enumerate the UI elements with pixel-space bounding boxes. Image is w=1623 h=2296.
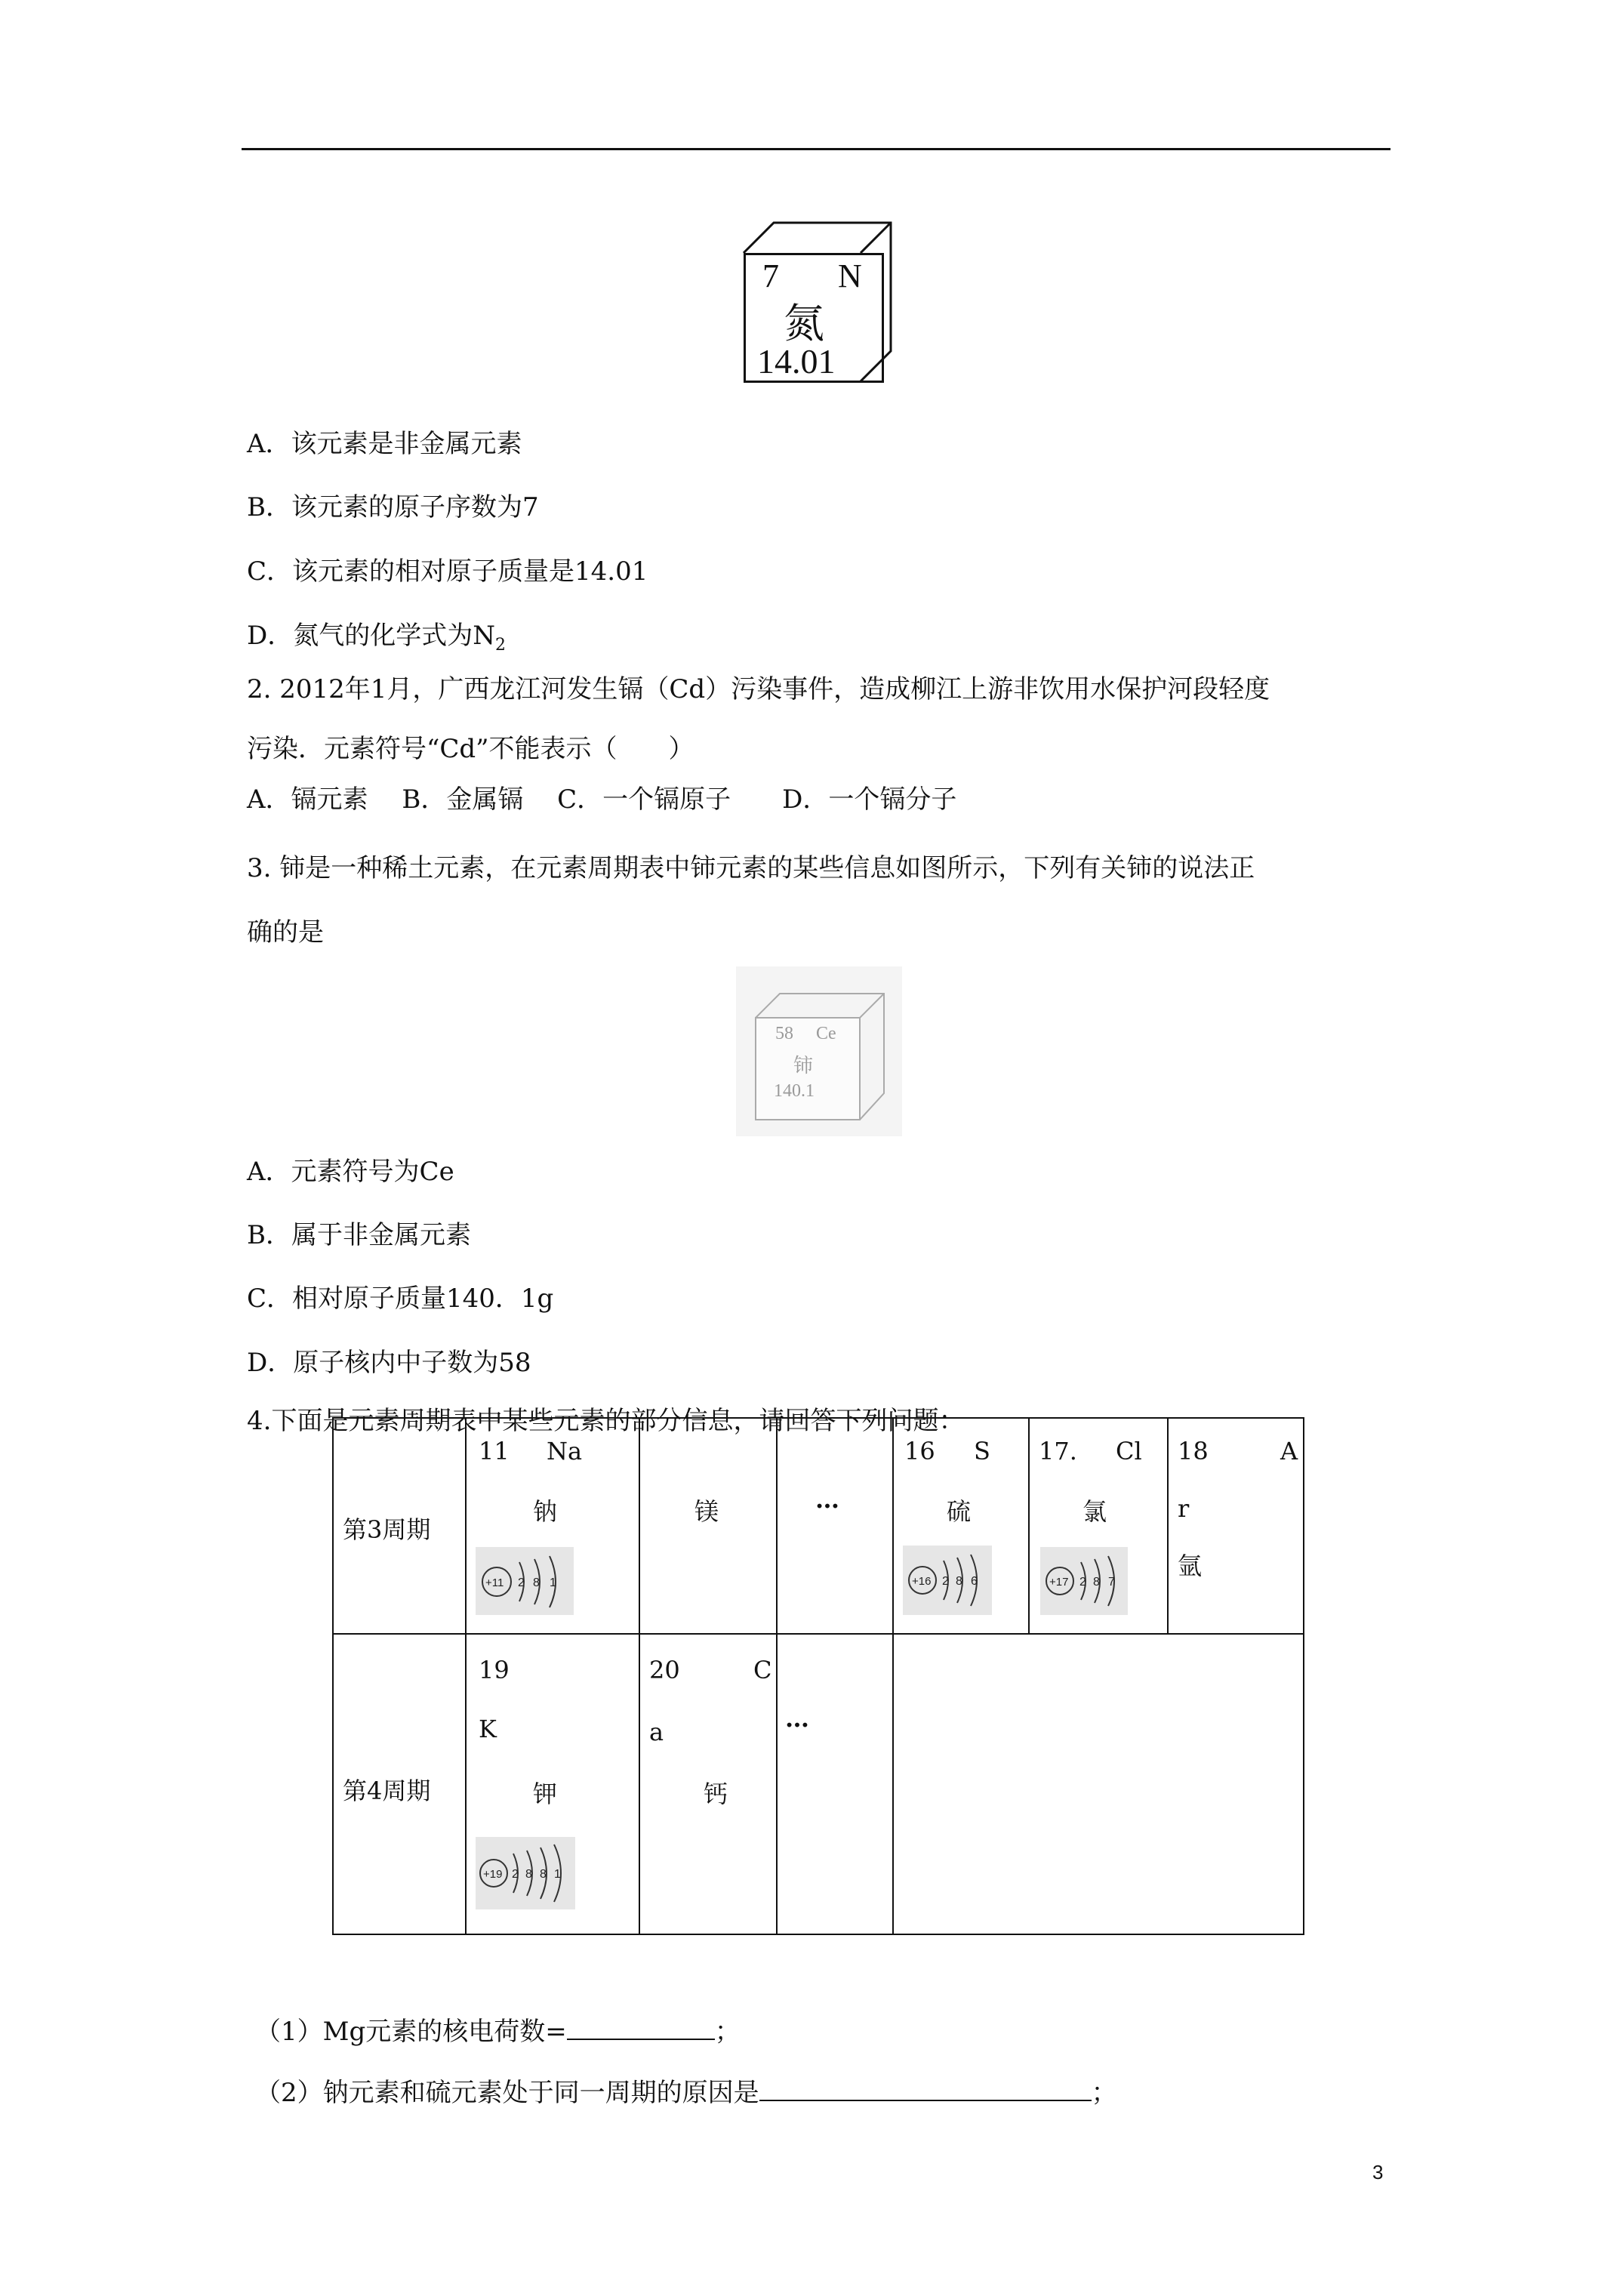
element-symbol: N	[838, 257, 862, 294]
atomic-number: 17.	[1039, 1437, 1077, 1465]
magnesium-cell	[639, 1418, 777, 1634]
q4-intro: 4.下面是元素周期表中某些元素的部分信息，请回答下列问题：	[247, 1406, 965, 1436]
svg-text:8: 8	[1093, 1576, 1100, 1589]
potassium-cell	[466, 1634, 639, 1934]
empty-cell	[893, 1634, 1304, 1934]
period4-label: 第4周期	[343, 1777, 431, 1805]
q4-sub1-end: ；	[714, 2017, 741, 2047]
header-rule	[242, 148, 1390, 150]
q4-sub2-end: ；	[1091, 2078, 1117, 2108]
cerium-element-card	[736, 966, 902, 1136]
q4-sub2-text: （2）钠元素和硫元素处于同一周期的原因是	[255, 2078, 759, 2108]
element-name: 硫	[947, 1497, 972, 1526]
atomic-structure-diagram	[903, 1546, 992, 1615]
periodic-table-excerpt	[332, 1417, 1304, 1935]
calcium-cell	[639, 1634, 777, 1934]
period4-label-cell	[333, 1634, 466, 1934]
q1-option-b: B．该元素的原子序数为7	[247, 492, 539, 522]
ellipsis: …	[815, 1485, 839, 1514]
svg-text:2: 2	[518, 1576, 525, 1589]
atomic-number: 7	[762, 257, 779, 294]
svg-text:8: 8	[533, 1576, 540, 1589]
element-symbol: Na	[547, 1437, 583, 1465]
atomic-structure-diagram	[1040, 1547, 1128, 1615]
period4-row	[333, 1634, 1304, 1934]
q3-option-a: A．元素符号为Ce	[247, 1157, 454, 1187]
atomic-number: 20	[649, 1656, 680, 1684]
svg-text:8: 8	[956, 1575, 962, 1588]
q1-option-c: C．该元素的相对原子质量是14.01	[247, 556, 648, 587]
element-symbol-part: a	[649, 1718, 664, 1746]
atomic-number: 18	[1178, 1437, 1209, 1465]
svg-text:+11: +11	[485, 1576, 504, 1589]
svg-text:+17: +17	[1049, 1576, 1069, 1589]
svg-text:8: 8	[525, 1868, 532, 1881]
ellipsis-cell	[777, 1418, 893, 1634]
q3-line2: 确的是	[247, 917, 324, 948]
svg-text:6: 6	[971, 1575, 978, 1588]
svg-text:7: 7	[1108, 1576, 1115, 1589]
element-symbol-part: A	[1280, 1437, 1298, 1465]
svg-text:2: 2	[512, 1868, 519, 1881]
subscript: 2	[495, 635, 507, 655]
q3-line1: 3. 铈是一种稀土元素，在元素周期表中铈元素的某些信息如图所示，下列有关铈的说法正	[247, 853, 1255, 883]
atomic-number: 16	[904, 1437, 935, 1465]
element-name: 铈	[793, 1055, 814, 1077]
q4-sub1-text: （1）Mg元素的核电荷数=	[255, 2017, 567, 2047]
atomic-number: 19	[479, 1656, 510, 1684]
svg-text:2: 2	[942, 1575, 949, 1588]
period3-label-cell	[333, 1418, 466, 1634]
argon-cell	[1168, 1418, 1304, 1634]
element-name: 镁	[694, 1497, 719, 1526]
sulfur-cell	[893, 1418, 1029, 1634]
ellipsis: …	[785, 1704, 809, 1733]
element-symbol: Ce	[816, 1024, 836, 1043]
q4-sub1	[255, 2016, 741, 2047]
element-name: 氩	[1178, 1552, 1203, 1580]
q1-option-d	[247, 621, 506, 661]
element-symbol: K	[479, 1715, 497, 1743]
q1-option-d-text: D．氮气的化学式为N	[247, 621, 496, 651]
atomic-mass: 14.01	[757, 342, 836, 381]
answer-blank[interactable]	[759, 2077, 1092, 2101]
answer-blank[interactable]	[567, 2016, 715, 2040]
svg-text:8: 8	[540, 1868, 547, 1881]
ellipsis-cell	[777, 1634, 893, 1934]
svg-text:2: 2	[1079, 1576, 1086, 1589]
sodium-cell	[466, 1418, 639, 1634]
q2-options: A．镉元素 B．金属镉 C．一个镉原子 D．一个镉分子	[247, 784, 957, 815]
element-symbol: Cl	[1116, 1437, 1142, 1465]
q3-option-c: C．相对原子质量140．1g	[247, 1284, 554, 1314]
element-name: 氮	[784, 300, 824, 347]
period3-row	[333, 1418, 1304, 1634]
atomic-number: 58	[775, 1024, 793, 1043]
atomic-structure-diagram	[476, 1547, 574, 1615]
element-name: 钾	[533, 1780, 558, 1808]
atomic-mass: 140.1	[774, 1081, 815, 1101]
cube-outline	[736, 966, 902, 1136]
svg-text:1: 1	[554, 1868, 561, 1881]
element-name: 钠	[533, 1497, 558, 1526]
element-name: 氯	[1083, 1497, 1107, 1526]
element-name: 钙	[704, 1780, 728, 1808]
q1-option-a: A．该元素是非金属元素	[247, 429, 522, 459]
page-number: 3	[1372, 2161, 1384, 2184]
atomic-structure-diagram	[476, 1837, 575, 1909]
q3-option-b: B．属于非金属元素	[247, 1220, 471, 1250]
svg-text:1: 1	[550, 1576, 556, 1589]
svg-text:+19: +19	[483, 1868, 503, 1881]
element-symbol: S	[974, 1437, 990, 1465]
period3-label: 第3周期	[343, 1515, 431, 1544]
element-symbol-part: r	[1178, 1494, 1190, 1523]
q3-option-d: D．原子核内中子数为58	[247, 1348, 531, 1378]
svg-text:+16: +16	[912, 1575, 932, 1588]
atomic-number: 11	[479, 1437, 510, 1465]
q2-line1: 2. 2012年1月，广西龙江河发生镉（Cd）污染事件，造成柳江上游非饮用水保护河段轻度	[247, 674, 1270, 704]
q2-line2: 污染．元素符号“Cd”不能表示（ ）	[247, 734, 694, 764]
q4-sub2	[255, 2077, 1117, 2108]
chlorine-cell	[1029, 1418, 1168, 1634]
element-symbol-part: C	[753, 1656, 772, 1684]
